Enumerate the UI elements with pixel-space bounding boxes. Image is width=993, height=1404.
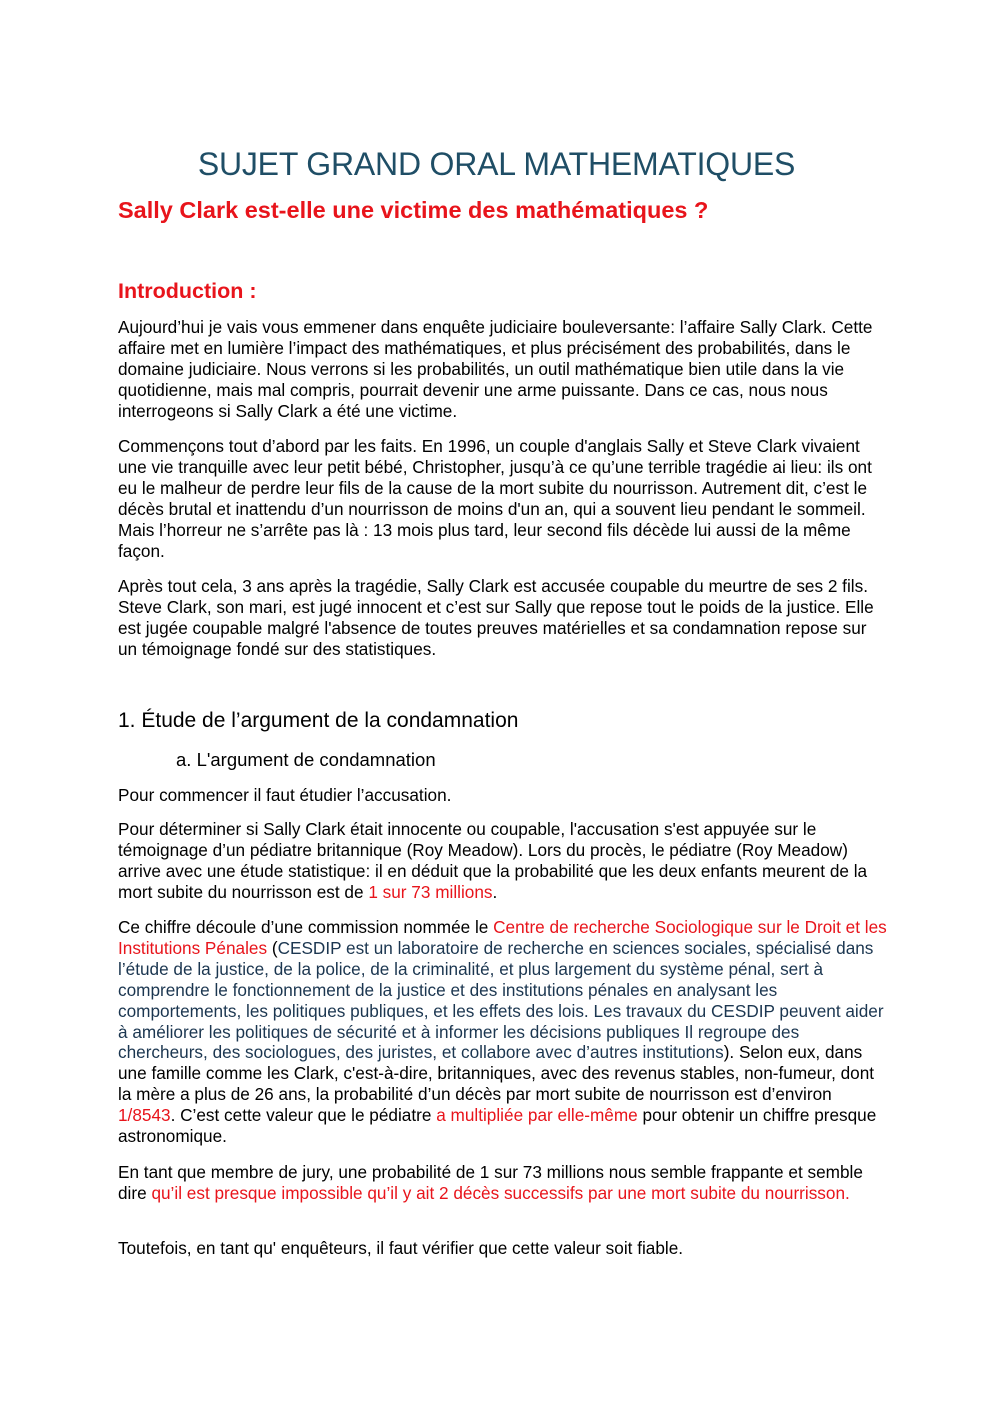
intro-paragraph-3: Après tout cela, 3 ans après la tragédie, Sally Clark est accusée coupable du meurtre de ses 2 fils. Steve Clark, son mari, est jugé innocent et c’est sur Sally que repose tout le poids de la justice. Elle est jugée coupable malgré l'absence de toutes preuves matérielles et sa condamnation repose sur un témoignage fondé sur des statistiques. <box>118 576 874 659</box>
intro-paragraph-2: Commençons tout d’abord par les faits. En 1996, un couple d'anglais Sally et Steve Clark vivaient une vie tranquille avec leur petit bébé, Christopher, jusqu’à ce qu’une terrible tragédie ai lieu: ils ont eu le malheur de perdre leur fils de la cause de la mort subite du nourrisson. Autrement dit, c’est le décès brutal et inattendu d’un nourrisson de moins d'un an, qui a souvent lieu pendant le sommeil. Mais l’horreur ne s’arrête pas là : 13 mois plus tard, leur second fils décède lui aussi de la même façon. <box>118 436 872 561</box>
paragraph-accusation-intro: Pour commencer il faut étudier l’accusation. <box>118 785 452 805</box>
paragraph-pediatrician <box>118 819 888 903</box>
highlight-commission-name: Centre de recherche Sociologique sur le Droit et les Institutions Pénales <box>118 917 887 958</box>
document-subtitle: Sally Clark est-elle une victime des mathématiques ? <box>118 197 709 223</box>
highlight-multiplication: a multipliée par elle-même <box>436 1105 638 1126</box>
paragraph-cesdip <box>118 917 888 1147</box>
highlight-probability: 1 sur 73 millions <box>368 881 493 902</box>
paragraph-text: . C’est cette valeur que le pédiatre <box>170 1105 437 1126</box>
highlight-conclusion: qu’il est presque impossible qu’il y ait 2 décès successifs par une mort subite du nourrisson. <box>151 1182 850 1203</box>
paragraph-text: Ce chiffre découle d’une commission nommée le <box>118 917 494 937</box>
paragraph-verification: Toutefois, en tant qu' enquêteurs, il faut vérifier que cette valeur soit fiable. <box>118 1238 684 1258</box>
highlight-ratio: 1/8543 <box>118 1105 171 1126</box>
paragraph-text: En tant que membre de jury, une probabilité de 1 sur 73 millions nous semble frappante et semble dire <box>118 1162 863 1203</box>
paragraph-text: pour obtenir un chiffre presque astronomique. <box>118 1105 877 1147</box>
section-heading: 1. Étude de l’argument de la condamnation <box>118 709 519 732</box>
introduction-heading: Introduction : <box>118 279 257 303</box>
paragraph-text: Pour déterminer si Sally Clark était innocente ou coupable, l'accusation s'est appuyée sur le témoignage d’un pédiatre britannique (Roy Meadow). Lors du procès, le pédiatre (Roy Meadow) arrive avec une étude statistique: il en déduit que la probabilité que les deux enfants meurent de la mort subite du nourrisson est de <box>118 819 868 902</box>
intro-paragraph-1: Aujourd’hui je vais vous emmener dans enquête judiciaire bouleversante: l’affaire Sally Clark. Cette affaire met en lumière l’impact des mathématiques, et plus précisément des probabilités, dans le domaine judiciaire. Nous verrons si les probabilités, un outil mathématique bien utile dans la vie quotidienne, mais mal compris, pourrait devenir une arme puissante. Dans ce cas, nous nous interrogeons si Sally Clark a été une victime. <box>118 317 873 421</box>
paragraph-text: ). Selon eux, dans une famille comme les Clark, c'est-à-dire, britanniques, avec des revenus stables, non-fumeur, dont la mère a plus de 26 ans, la probabilité d’un décès par mort subite de nourrisson est d’environ <box>118 1042 875 1105</box>
subsection-heading: a. L'argument de condamnation <box>176 749 436 770</box>
paragraph-text: . <box>492 881 498 902</box>
document-title: SUJET GRAND ORAL MATHEMATIQUES <box>197 146 796 182</box>
cesdip-definition: CESDIP est un laboratoire de recherche en sciences sociales, spécialisé dans l’étude de la justice, de la police, de la criminalité, et plus largement du système pénal, sert à comprendre le fonctionnement de la justice et des institutions pénales en analysant les comportements, les politiques publiques, et les effets des lois. Les travaux du CESDIP peuvent aider à améliorer les politiques de sécurité et à informer les décisions publiques Il regroupe des chercheurs, des sociologues, des juristes, et collabore avec d’autres institutions <box>118 937 884 1063</box>
paragraph-text: ( <box>267 937 278 958</box>
paragraph-jury <box>118 1162 888 1204</box>
